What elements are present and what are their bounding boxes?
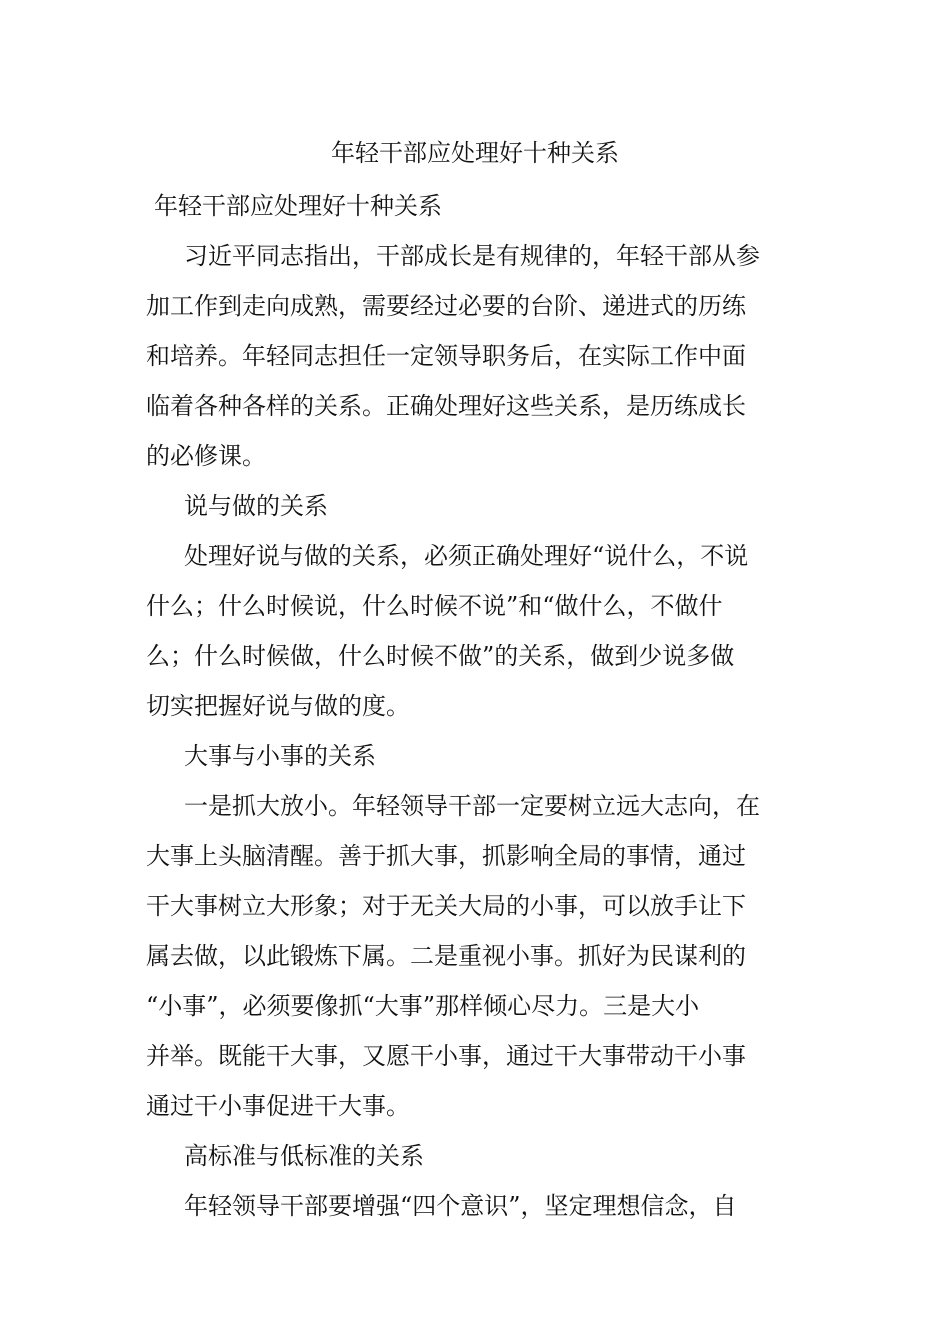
paragraph-line: 切实把握好说与做的度。	[146, 692, 410, 720]
document-body	[146, 181, 816, 1231]
paragraph-line: 属去做，以此锻炼下属。二是重视小事。抓好为民谋利的	[146, 942, 746, 970]
paragraph-line: 并举。既能干大事，又愿干小事，通过干大事带动干小事	[146, 1042, 746, 1070]
paragraph-line: 通过干小事促进干大事。	[146, 1092, 410, 1120]
paragraph-line: 的必修课。	[146, 442, 266, 470]
paragraph-line: 干大事树立大形象；对于无关大局的小事，可以放手让下	[146, 892, 746, 920]
paragraph-line: 么；什么时候做，什么时候不做”的关系，做到少说多做	[146, 642, 735, 670]
paragraph-line: 临着各种各样的关系。正确处理好这些关系，是历练成长	[146, 392, 746, 420]
section-heading-say-do: 说与做的关系	[184, 492, 328, 520]
paragraph-line: “小事”，必须要像抓“大事”那样倾心尽力。三是大小	[146, 992, 700, 1020]
paragraph-say-do	[146, 531, 816, 731]
document-subtitle: 年轻干部应处理好十种关系	[154, 192, 442, 220]
document-title: 年轻干部应处理好十种关系	[331, 139, 619, 167]
paragraph-intro	[146, 231, 816, 481]
paragraph-line: 和培养。年轻同志担任一定领导职务后，在实际工作中面	[146, 342, 746, 370]
paragraph-line: 大事上头脑清醒。善于抓大事，抓影响全局的事情，通过	[146, 842, 746, 870]
section-heading-standards: 高标准与低标准的关系	[184, 1142, 424, 1170]
paragraph-line: 加工作到走向成熟，需要经过必要的台阶、递进式的历练	[146, 292, 746, 320]
paragraph-line: 习近平同志指出，干部成长是有规律的，年轻干部从参	[184, 242, 760, 270]
paragraph-line: 一是抓大放小。年轻领导干部一定要树立远大志向，在	[184, 792, 760, 820]
paragraph-line: 年轻领导干部要增强“四个意识”，坚定理想信念，自	[184, 1192, 737, 1220]
section-heading-big-small: 大事与小事的关系	[184, 742, 376, 770]
paragraph-standards	[146, 1181, 816, 1231]
paragraph-line: 处理好说与做的关系，必须正确处理好“说什么，不说	[184, 542, 749, 570]
paragraph-line: 什么；什么时候说，什么时候不说”和“做什么，不做什	[146, 592, 723, 620]
paragraph-big-small	[146, 781, 816, 1131]
